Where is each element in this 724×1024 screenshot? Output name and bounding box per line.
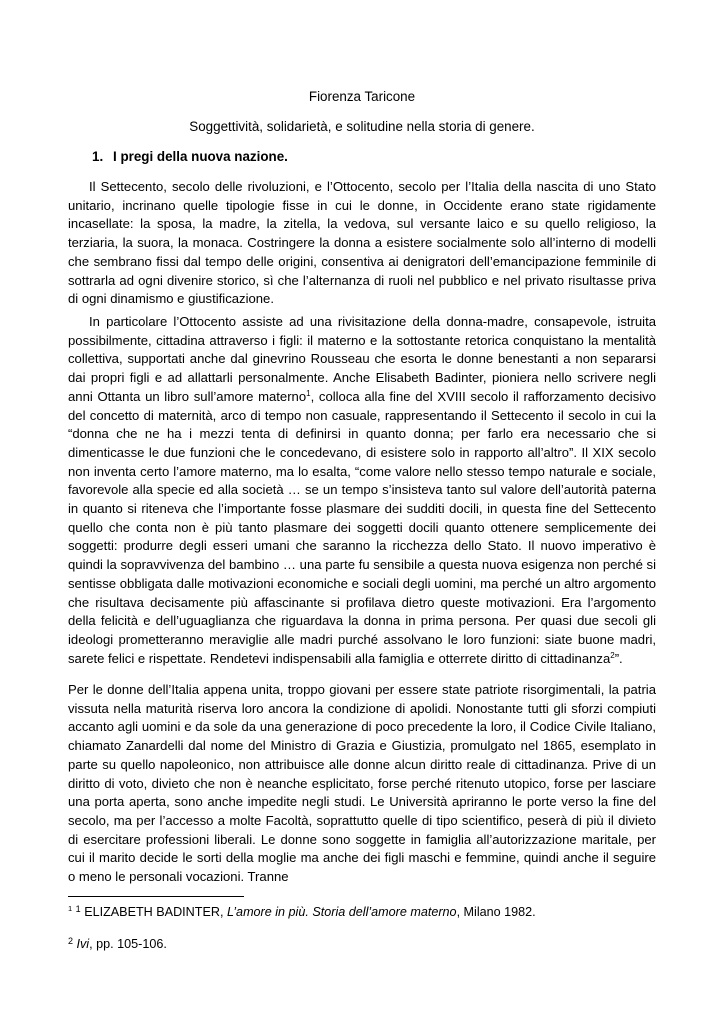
footnote-ref-1[interactable]: 1 [306,388,311,398]
document-title: Soggettività, solidarietà, e solitudine nella storia di genere. [189,119,535,134]
footnote-separator [68,896,244,897]
footnote-1-work: L’amore in più. Storia dell’amore materno [226,905,457,919]
footnote-2-mark: 2 [68,936,74,946]
author-name: Fiorenza Taricone [308,89,416,104]
footnote-1-author: ELIZABETH BADINTER, [84,905,227,919]
paragraph-1: Il Settecento, secolo delle rivoluzioni, e l’Ottocento, secolo per l’Italia della nascita di uno Stato unitario, incrinano quelle tipologie fisse in cui le donne, in Occidente erano state rigidamente incasellate: la sposa, la madre, la zitella, la vedova, sul versante laico e su quello religioso, la terziaria, la suora, la monaca. Costringere la donna a esistere socialmente solo all’interno di modelli che sembrano fissi dal tempo delle origini, consentiva ai denigratori dell’emancipazione femminile di sottrarla ad ogni divenire storico, sì che l’alternanza di ruoli nel pubblico e nel privato risultasse priva di ogni dinamismo e giustificazione. [68,179,656,307]
footnote-2-rest: , pp. 105-106. [89,937,167,951]
footnote-1-rest: , Milano 1982. [456,905,536,919]
section-heading-text: I pregi della nuova nazione. [113,149,288,164]
paragraph-3: Per le donne dell’Italia appena unita, troppo giovani per essere state patriote risorgimentali, la patria vissuta nella maturità riserva loro ancora la condizione di apolidi. Nonostante tutti gli sforzi compiuti accanto agli uomini e da sole da una generazione di poco precedente la loro, il Codice Civile Italiano, chiamato Zanardelli dal nome del Ministro di Grazia e Giustizia, promulgato nel 1865, esemplato in parte su quello napoleonico, non attribuisce alle donne alcun diritto reale di cittadinanza. Prive di un diritto di voto, divieto che non è neanche esplicitato, forse perché ritenuto utopico, forse per lasciare una porta aperta, sono anche impedite negli studi. Le Università apriranno le porte verso la fine del secolo, ma per l’accesso a molte Facoltà, soprattutto quelle di tipo scientifico, peserà di più il divieto di esercitare professioni liberali. Le donne sono soggette in famiglia all’autorizzazione maritale, per cui il marito decide le sorti della moglie ma anche dei figli maschi e femmine, quindi anche il seguire o meno le personali vocazioni. Tranne [68,682,656,885]
paragraph-2 [68,313,656,668]
footnote-2-work: Ivi [76,937,90,951]
footnote-1-mark: 1 [75,904,81,914]
paragraph-2-part-3: ”. [614,650,623,666]
section-heading [92,148,288,166]
section-number: 1. [92,149,104,164]
footnote-1-small-mark: 1 [68,904,73,913]
paragraph-2-part-1: In particolare l’Ottocento assiste ad una rivisitazione della donna-madre, consapevole, istruita possibilmente, cittadina attraverso i figli: il materno e la sottostante retorica conquistano la mentalità collettiva, supportati anche dal ginevrino Rousseau che esorta le donne benestanti a non separarsi dai propri figli e ad allattarli personalmente. Anche Elisabeth Badinter, pioniera nello scrivere negli anni Ottanta un libro sull’amore materno [68,314,656,404]
footnote-ref-2[interactable]: 2 [610,650,615,660]
paragraph-2-part-2: , colloca alla fine del XVIII secolo il rafforzamento decisivo del concetto di maternità, arco di tempo non casuale, rappresentando il Settecento il secolo in cui la “donna che ne ha i mezzi tenta di definirsi in quanto donna; per farlo era necessario che si dimenticasse le due funzioni che le concedevano, di esistere solo in rapporto all’altro”. Il XIX secolo non inventa certo l’amore materno, ma lo esalta, “come valore nello stesso tempo naturale e sociale, favorevole alla specie ed alla società … se un tempo s’insisteva tanto sul valore dell’autorità paterna in quanto si riteneva che l’importante fosse plasmare dei sudditi docili, in questa fine del Settecento quello che conta non è più tanto plasmare dei soggetti docili quanto ottenere semplicemente dei soggetti: produrre degli esseri umani che saranno la ricchezza dello Stato. Il nuovo imperativo è quindi la sopravvivenza del bambino … una parte fu sensibile a questa nuova esigenza non perché si sentisse obbligata dalle motivazioni economiche e sociali degli uomini, ma perché un altro argomento che risultava decisamente più affascinante si profilava dietro queste motivazioni. Era l’argomento della felicità e dell’uguaglianza che riguardava la donna in prima persona. Per quasi due secoli gli ideologi prometteranno meraviglie alle madri purché assolvano le loro funzioni: siate buone madri, sarete felici e rispettate. Rendetevi indispensabili alla famiglia e otterrete diritto di cittadinanza [68,388,656,666]
footnote-1 [68,904,536,920]
footnote-2 [68,936,167,952]
